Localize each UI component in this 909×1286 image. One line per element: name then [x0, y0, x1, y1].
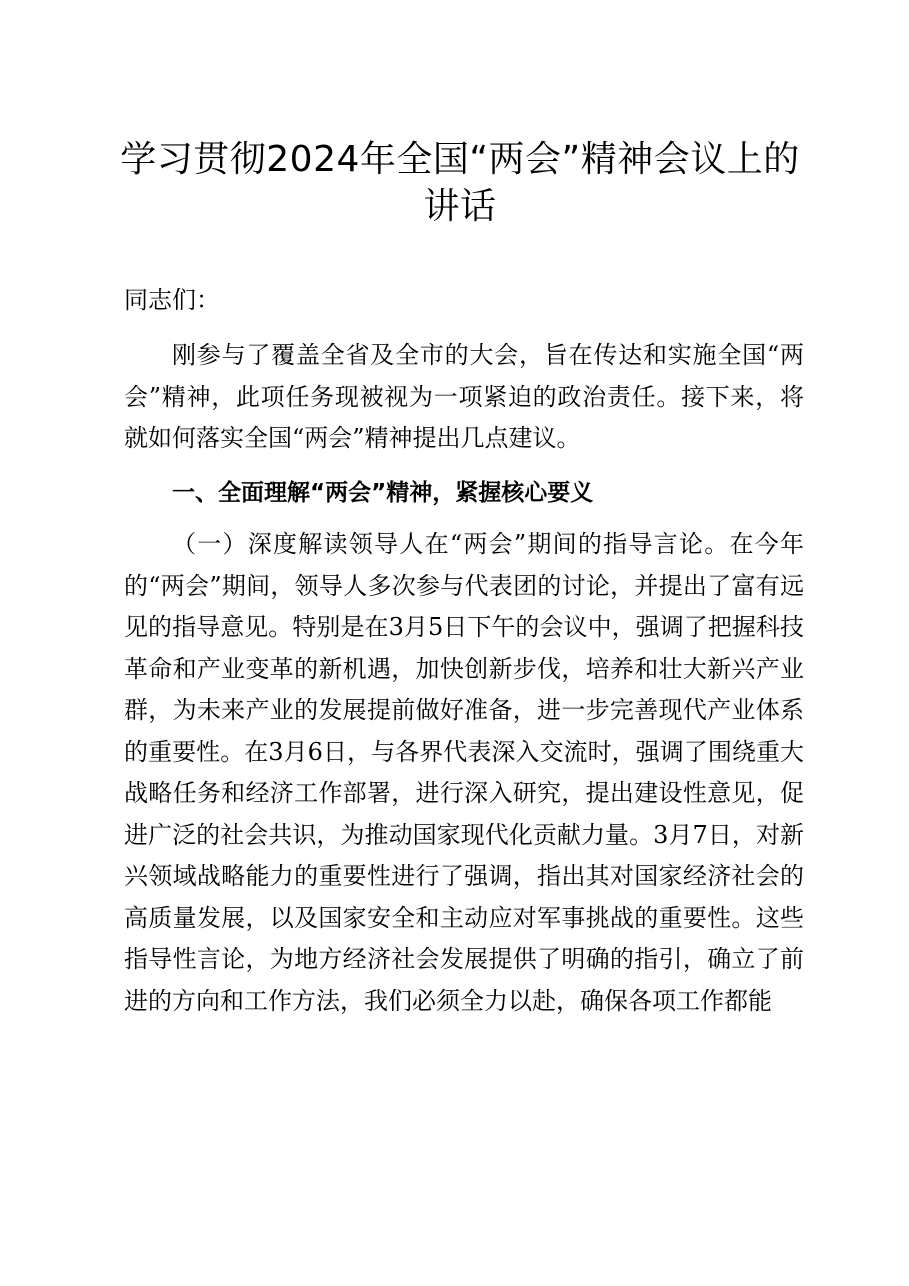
subsection-paragraph: （一）深度解读领导人在“两会”期间的指导言论。在今年的“两会”期间，领导人多次参与代表团的讨论，并提出了富有远见的指导意见。特别是在3月5日下午的会议中，强调了把握科技革命和产业变革的新机遇，加快创新步伐，培养和壮大新兴产业群，为未来产业的发展提前做好准备，进一步完善现代产业体系的重要性。在3月6日，与各界代表深入交流时，强调了围绕重大战略任务和经济工作部署，进行深入研究，提出建设性意见，促进广泛的社会共识，为推动国家现代化贡献力量。3月7日，对新兴领域战略能力的重要性进行了强调，指出其对国家经济社会的高质量发展，以及国家安全和主动应对军事挑战的重要性。这些指导性言论，为地方经济社会发展提供了明确的指引，确立了前进的方向和工作方法，我们必须全力以赴，确保各项工作都能	[124, 530, 804, 1015]
section-heading: 一、全面理解“两会”精神，紧握核心要义	[172, 480, 594, 506]
intro-paragraph: 刚参与了覆盖全省及全市的大会，旨在传达和实施全国“两会”精神，此项任务现被视为一项紧迫的政治责任。接下来，将就如何落实全国“两会”精神提出几点建议。	[124, 341, 804, 452]
salutation: 同志们：	[124, 286, 220, 314]
document-title: 学习贯彻2024年全国“两会”精神会议上的讲话	[120, 139, 800, 227]
